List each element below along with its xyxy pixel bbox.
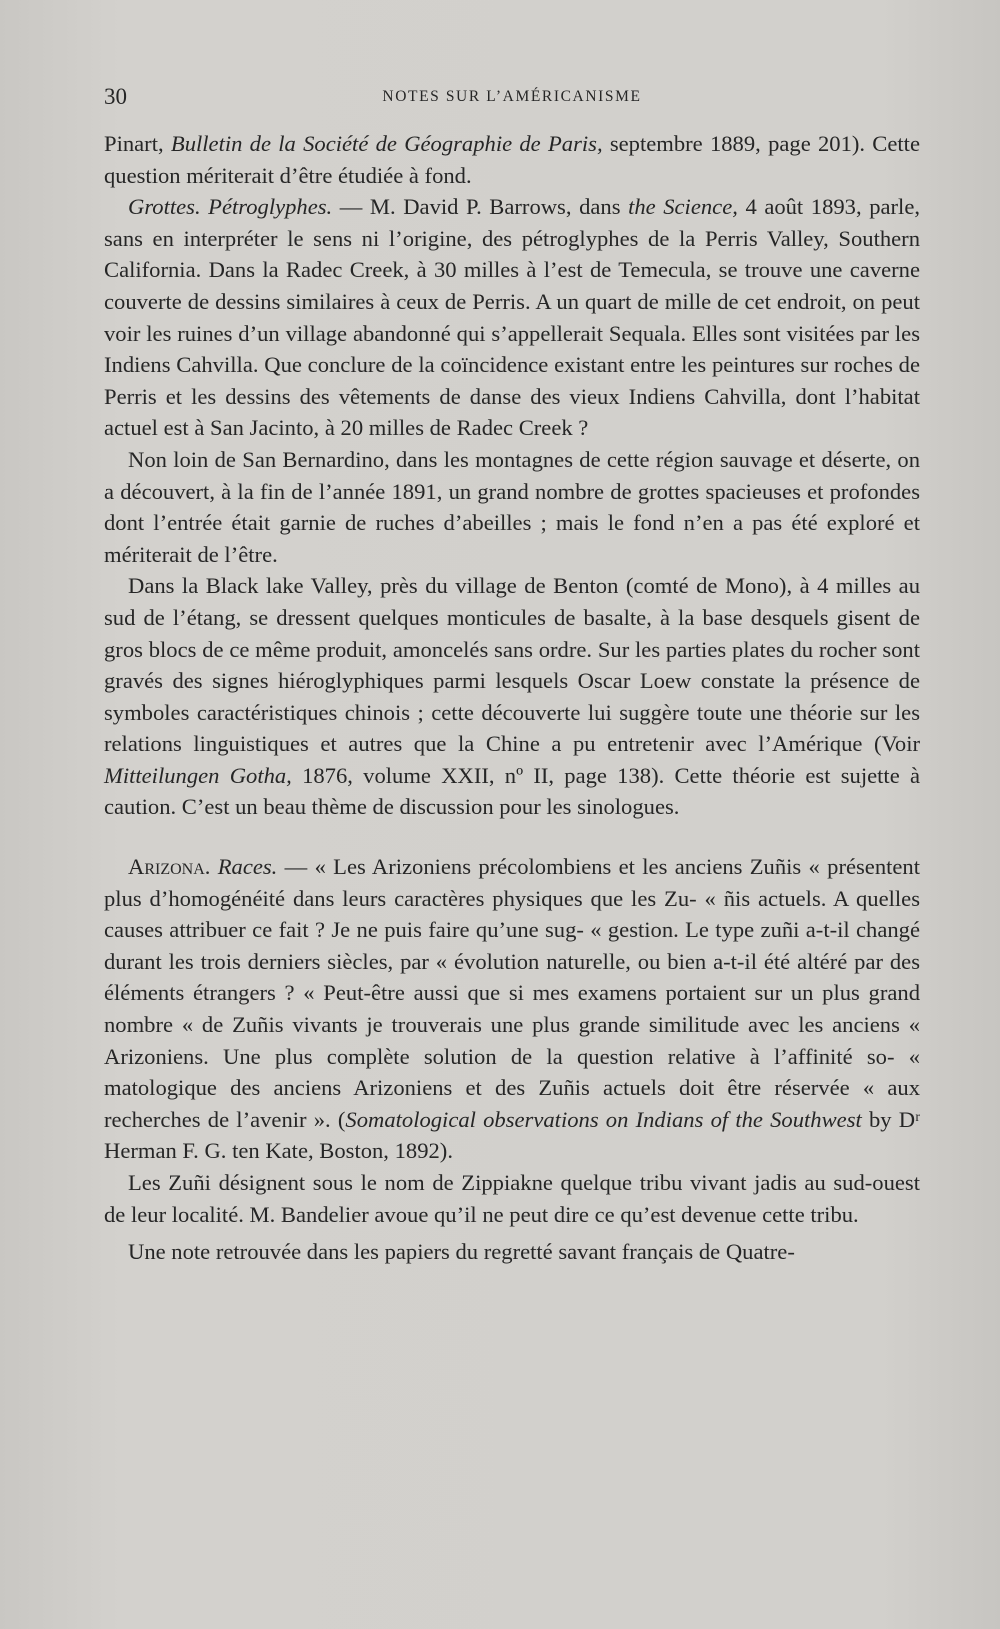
text-span: [210, 854, 217, 879]
paragraph-grottes: [104, 191, 920, 444]
italic-title: Mitteilungen Gotha,: [104, 762, 292, 788]
page-header: [104, 84, 920, 114]
italic-heading: Grottes. Pétroglyphes.: [128, 194, 333, 220]
italic-title: the Science,: [628, 194, 738, 220]
text-span: 4 août 1893, parle, sans en interpréter le sens ni l’origine, des pétroglyphes de la Perris Valley, Southern California. Dans la Radec Creek, à 30 milles à l’est de Temecula, se trouve une caverne couverte de dessins similaires à ceux de Perris. A un quart de mille de cet endroit, on peut voir les ruines d’un village abandonné qui s’appellerait Sequala. Elles sont visitées par les Indiens Cahvilla. Que conclure de la coïncidence existant entre les peintures sur roches de Perris et les dessins des vêtements de danse des vieux Indiens Cahvilla, dont l’habitat actuel est à San Jacinto, à 20 milles de Radec Creek ?: [104, 194, 920, 441]
text-span: by Dʳ Herman F. G. ten Kate, Boston, 1892).: [104, 1106, 920, 1164]
paragraph-black-lake: [104, 570, 920, 823]
page-number: 30: [104, 84, 127, 109]
italic-title: Bulletin de la Société de Géographie de Paris,: [170, 131, 603, 156]
paragraph-quatrefages: [104, 1236, 920, 1268]
italic-heading: Races.: [217, 854, 278, 880]
text-span: — « Les Arizoniens précolombiens et les anciens Zuñis « présentent plus d’homogénéité dans leurs caractères physiques que les Zu- « ñis actuels. A quelles causes attribuer ce fait ? Je ne puis faire qu’une sug- « gestion. Le type zuñi a-t-il changé durant les trois derniers siècles, par « évolution naturelle, ou bien a-t-il été altéré par des éléments étrangers ? « Peut-être aussi que si mes examens portaient sur un plus grand nombre « de Zuñis vivants je trouverais une plus grande similitude avec les anciens « Arizoniens. Une plus complète solution de la question relative à l’affinité so- « matologique des anciens Arizoniens et des Zuñis actuels doit être réservée « aux recherches de l’avenir ». (: [104, 854, 920, 1132]
text-span: Les Zuñi désignent sous le nom de Zippiakne quelque tribu vivant jadis au sud-ouest de leur localité. M. Bandelier avoue qu’il ne peut dire ce qu’est devenue cette tribu.: [104, 1170, 920, 1227]
text-span: septembre 1889, page 201). Cette question mériterait d’être étudiée à fond.: [104, 131, 920, 188]
paragraph-arizona: [104, 851, 920, 1167]
text-span: Non loin de San Bernardino, dans les montagnes de cette région sauvage et déserte, on a découvert, à la fin de l’année 1891, un grand nombre de grottes spacieuses et profondes dont l’entrée était garnie de ruches d’abeilles ; mais le fond n’en a pas été exploré et mériterait de l’être.: [104, 446, 920, 567]
paragraph-continuation: [104, 128, 920, 191]
section-heading: Arizona.: [128, 854, 211, 880]
italic-title: Somatological observations on Indians of the Southwest: [345, 1106, 862, 1132]
text-span: Une note retrouvée dans les papiers du regretté savant français de Quatre-: [128, 1239, 795, 1265]
paragraph-zuni: [104, 1167, 920, 1230]
text-span: — M. David P. Barrows, dans: [332, 194, 629, 220]
text-span: Dans la Black lake Valley, près du village de Benton (comté de Mono), à 4 milles au sud de l’étang, se dressent quelques monticules de basalte, à la base desquels gisent de gros blocs de ce même produit, amoncelés sans ordre. Sur les parties plates du rocher sont gravés des signes hiéroglyphiques parmi lesquels Oscar Loew constate la présence de symboles caractéristiques chinois ; cette découverte lui suggère toute une théorie sur les relations linguistiques et autres que la Chine a pu entretenir avec l’Amérique (Voir: [104, 573, 920, 757]
running-title: NOTES SUR L’AMÉRICANISME: [382, 88, 642, 105]
body-text: [104, 128, 920, 1268]
text-span: 1876, volume XXII, nº II, page 138). Cette théorie est sujette à caution. C’est un beau thème de discussion pour les sinologues.: [104, 762, 920, 820]
text-span: Pinart,: [104, 131, 171, 156]
paragraph-san-bernardino: [104, 444, 920, 570]
